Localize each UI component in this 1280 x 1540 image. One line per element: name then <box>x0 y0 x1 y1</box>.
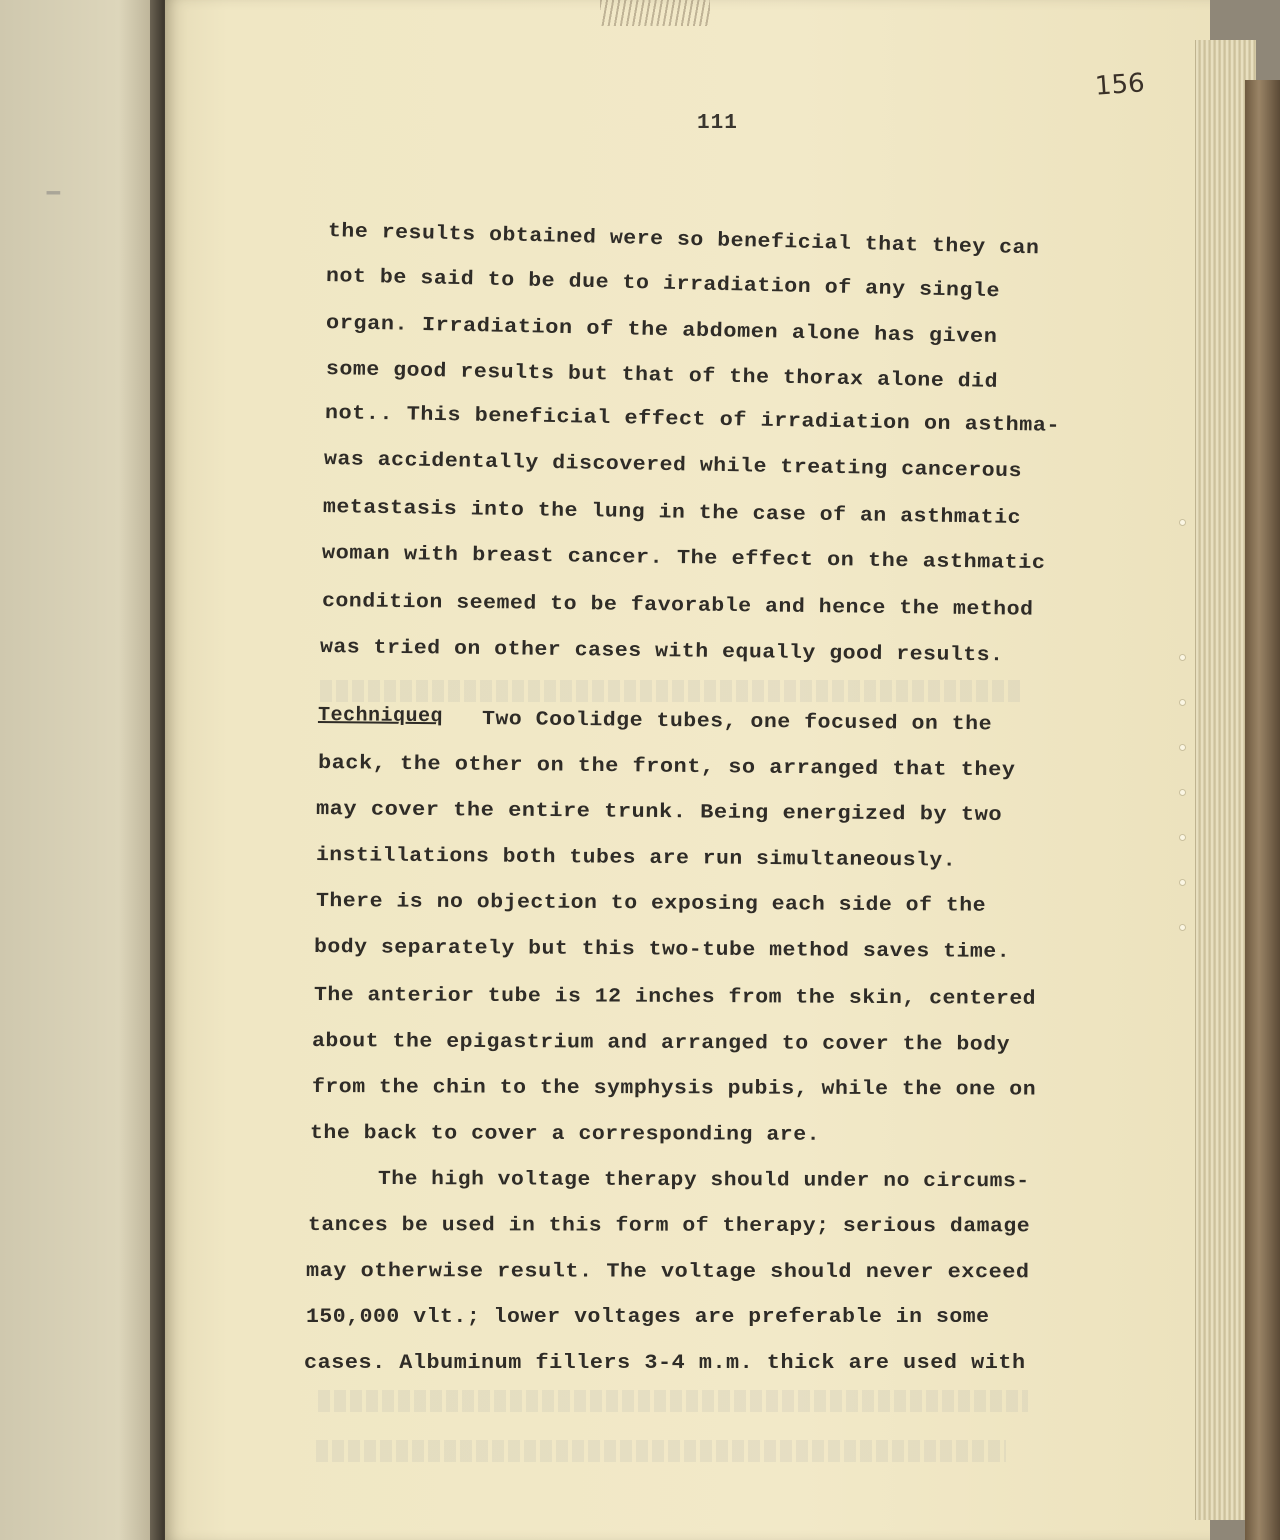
text-line: was tried on other cases with equally good results. <box>319 636 1004 668</box>
text-line: woman with breast cancer. The effect on the asthmatic <box>321 542 1046 576</box>
text-line: tances be used in this form of therapy; serious damage <box>307 1214 1031 1239</box>
binding-hole <box>1180 745 1185 750</box>
binding-hole <box>1180 925 1185 930</box>
binding-hole <box>1180 655 1185 660</box>
text-line: may cover the entire trunk. Being energized by two <box>315 798 1003 827</box>
text-line: instillations both tubes are run simultaneously. <box>315 844 957 873</box>
text-line: The high voltage therapy should under no circums- <box>377 1168 1030 1194</box>
show-through-text <box>320 680 1020 702</box>
text-line: from the chin to the symphysis pubis, while the one on <box>311 1076 1037 1102</box>
text-line: organ. Irradiation of the abdomen alone has given <box>325 312 998 350</box>
section-heading-technique: Techniqueq <box>317 704 444 729</box>
text-line: about the epigastrium and arranged to cover the body <box>311 1030 1011 1057</box>
text-line: cases. Albuminum fillers 3-4 m.m. thick are used with <box>304 1352 1026 1375</box>
binding-hole <box>1180 880 1185 885</box>
page-number: 111 <box>697 112 738 135</box>
binding-hole <box>1180 520 1185 525</box>
show-through-text <box>318 1390 1028 1412</box>
show-through-text <box>316 1440 1006 1462</box>
text-line: condition seemed to be favorable and hence the method <box>321 590 1034 622</box>
binding-hole <box>1180 700 1185 705</box>
text-line: may otherwise result. The voltage should never exceed <box>305 1260 1030 1285</box>
binding-threads <box>600 0 710 26</box>
archive-number-stamp: 156 <box>1094 68 1146 102</box>
text-line: not be said to be due to irradiation of any single <box>325 265 1001 304</box>
text-line: There is no objection to exposing each side of the <box>315 890 987 918</box>
text-line: Two Coolidge tubes, one focused on the <box>481 708 993 737</box>
facing-left-page <box>0 0 170 1540</box>
binding-hole <box>1180 835 1185 840</box>
text-line: not.. This beneficial effect of irradiation on asthma- <box>324 402 1061 438</box>
text-line: back, the other on the front, so arranged that they <box>317 752 1016 783</box>
bleed-through-mark: ▁ <box>46 171 60 196</box>
text-line: The anterior tube is 12 inches from the skin, centered <box>313 984 1037 1011</box>
text-line: the results obtained were so beneficial that they can <box>327 220 1040 261</box>
text-line: body separately but this two-tube method saves time. <box>313 936 1011 964</box>
text-line: was accidentally discovered while treating cancerous <box>323 448 1023 484</box>
text-line: 150,000 vlt.; lower voltages are preferable in some <box>306 1306 990 1329</box>
binding-hole <box>1180 790 1185 795</box>
text-line: metastasis into the lung in the case of an asthmatic <box>322 496 1022 530</box>
text-line: the back to cover a corresponding are. <box>309 1122 821 1147</box>
text-line: some good results but that of the thorax alone did <box>325 358 999 394</box>
book-spine <box>1245 80 1280 1540</box>
